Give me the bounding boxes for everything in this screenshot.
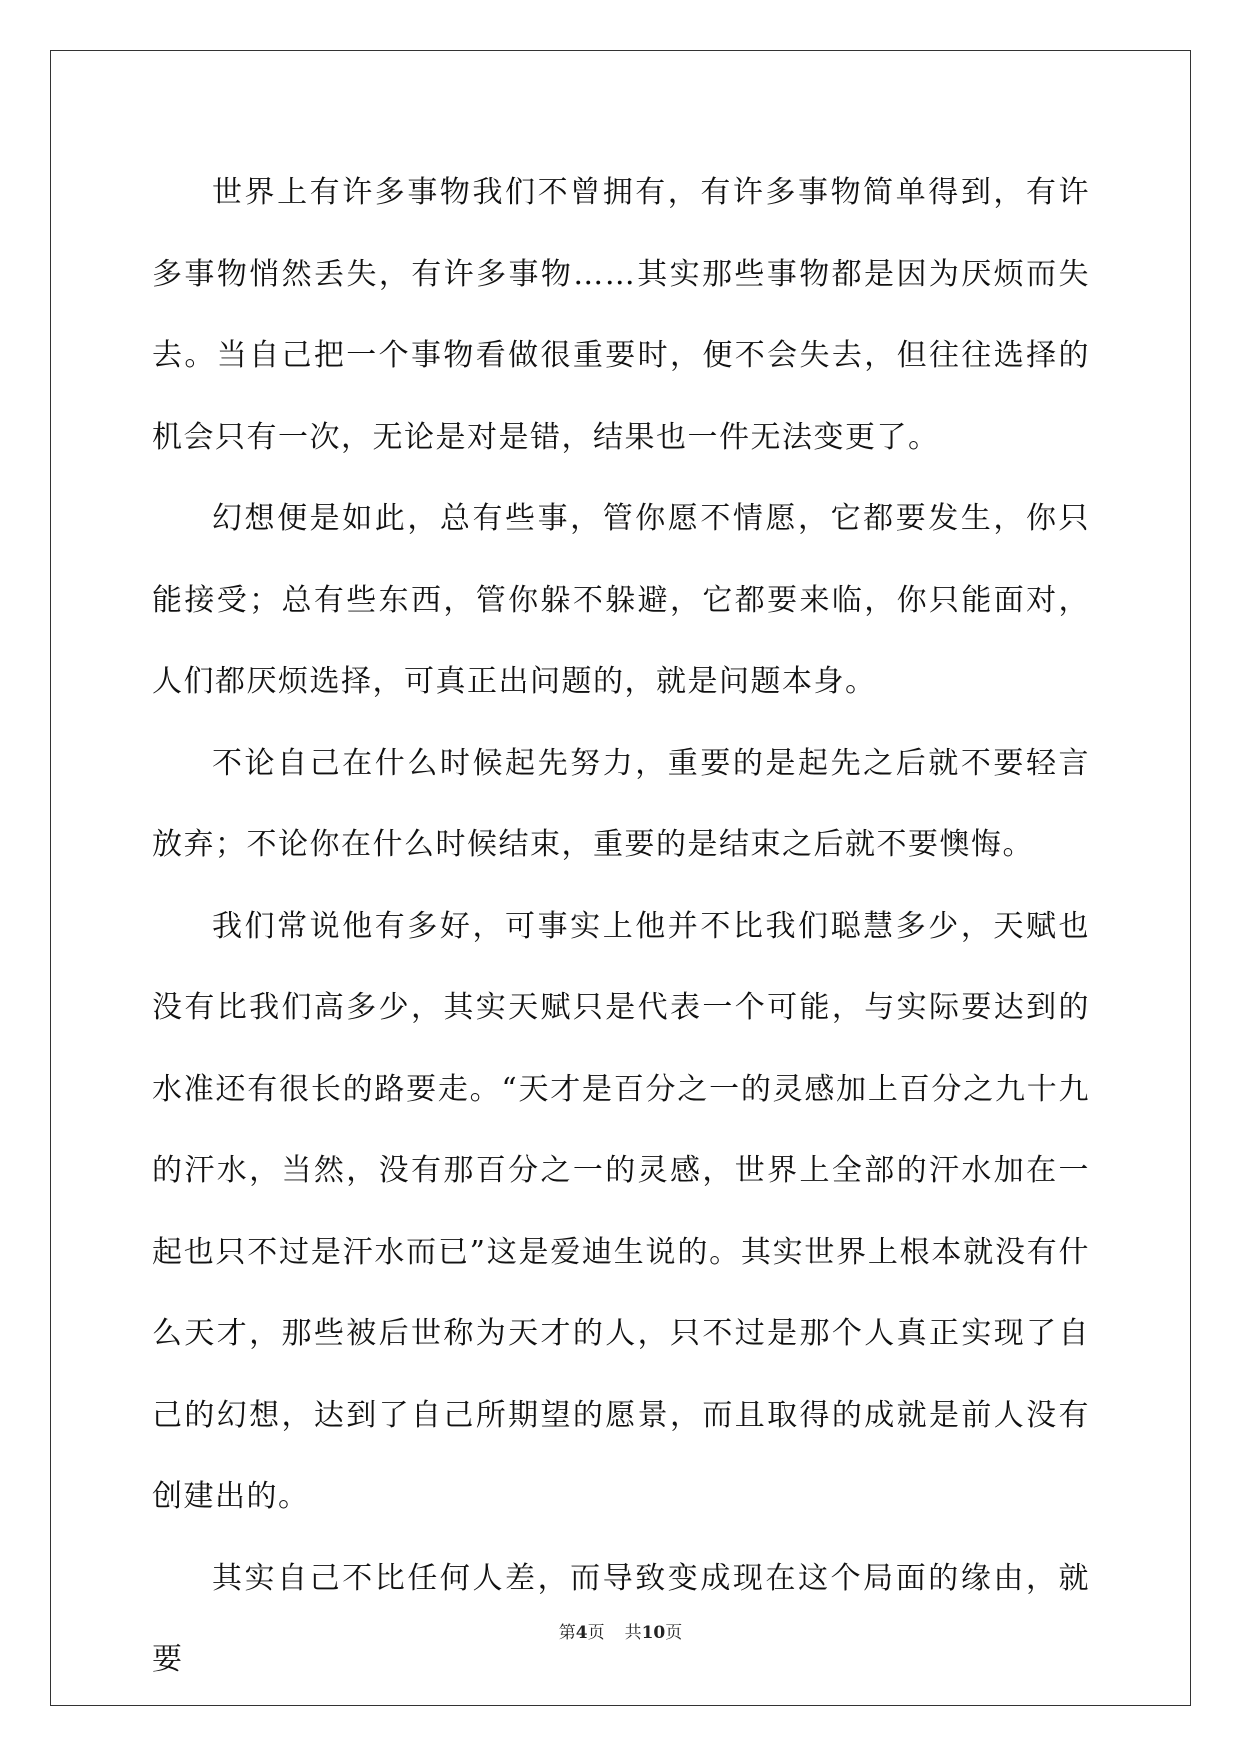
document-body bbox=[152, 152, 1090, 1701]
total-label-suffix: 页 bbox=[665, 1623, 683, 1643]
paragraph-4: 我们常说他有多好，可事实上他并不比我们聪慧多少，天赋也没有比我们高多少，其实天赋只是代表一个可能，与实际要达到的水准还有很长的路要走。“天才是百分之一的灵感加上百分之九十九的汗水，当然，没有那百分之一的灵感，世界上全部的汗水加在一起也只不过是汗水而已”这是爱迪生说的。其实世界上根本就没有什么天才，那些被后世称为天才的人，只不过是那个人真正实现了自己的幻想，达到了自己所期望的愿景，而且取得的成就是前人没有创建出的。 bbox=[152, 908, 1090, 1514]
paragraph-3: 不论自己在什么时候起先努力，重要的是起先之后就不要轻言放弃；不论你在什么时候结束，重要的是结束之后就不要懊悔。 bbox=[152, 745, 1090, 862]
total-page-number: 10 bbox=[641, 1623, 666, 1643]
page-label-suffix: 页 bbox=[587, 1623, 605, 1643]
current-page-number: 4 bbox=[575, 1623, 588, 1643]
total-label-prefix: 共 bbox=[624, 1623, 642, 1643]
paragraph-2: 幻想便是如此，总有些事，管你愿不情愿，它都要发生，你只能接受；总有些东西，管你躲不躲避，它都要来临，你只能面对，人们都厌烦选择，可真正出问题的，就是问题本身。 bbox=[152, 501, 1090, 699]
paragraph-1: 世界上有许多事物我们不曾拥有，有许多事物简单得到，有许多事物悄然丢失，有许多事物……其实那些事物都是因为厌烦而失去。当自己把一个事物看做很重要时，便不会失去，但往往选择的机会只有一次，无论是对是错，结果也一件无法变更了。 bbox=[152, 175, 1090, 455]
paragraph-5: 其实自己不比任何人差，而导致变成现在这个局面的缘由，就要 bbox=[152, 1560, 1090, 1677]
page-label-prefix: 第 bbox=[558, 1623, 576, 1643]
page-footer bbox=[0, 1618, 1241, 1643]
